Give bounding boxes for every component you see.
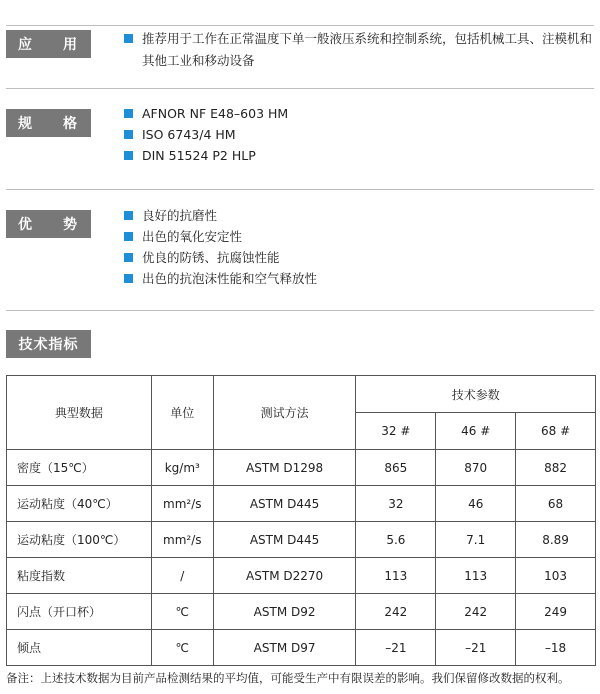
section-label-advantage: 优 势 [6, 210, 91, 238]
bullet-square-icon [124, 274, 133, 283]
bullet-square-icon [124, 253, 133, 262]
bullet-square-icon [124, 232, 133, 241]
top-rule [6, 25, 594, 26]
header-grade-32: 32 # [356, 413, 436, 450]
table-row: 倾点 ℃ ASTM D97 –21 –21 –18 [7, 630, 596, 666]
list-item: 良好的抗磨性 [124, 205, 594, 226]
header-grade-68: 68 # [516, 413, 596, 450]
table-row: 密度（15℃） kg/m³ ASTM D1298 865 870 882 [7, 450, 596, 486]
section-label-tech: 技术指标 [6, 330, 91, 358]
footnote: 备注：上述技术数据为目前产品检测结果的平均值，可能受生产中有限误差的影响。我们保留修改数据的权利。 [6, 671, 570, 685]
bullet-square-icon [124, 109, 133, 118]
table-row: 运动粘度（40℃） mm²/s ASTM D445 32 46 68 [7, 486, 596, 522]
section-label-application: 应 用 [6, 30, 91, 58]
application-list [124, 28, 594, 72]
bullet-square-icon [124, 211, 133, 220]
table-row: 粘度指数 / ASTM D2270 113 113 103 [7, 558, 596, 594]
header-tech-params: 技术参数 [356, 376, 596, 413]
specification-list [124, 103, 594, 166]
divider [6, 189, 594, 190]
header-unit: 单位 [151, 376, 213, 450]
list-item: AFNOR NF E48–603 HM [124, 103, 594, 124]
list-item: 出色的氧化安定性 [124, 226, 594, 247]
divider [6, 310, 594, 311]
table-row: 运动粘度（100℃） mm²/s ASTM D445 5.6 7.1 8.89 [7, 522, 596, 558]
bullet-square-icon [124, 151, 133, 160]
divider [6, 88, 594, 89]
tech-table [6, 375, 596, 666]
header-grade-46: 46 # [436, 413, 516, 450]
table-row: 闪点（开口杯） ℃ ASTM D92 242 242 249 [7, 594, 596, 630]
advantage-list [124, 205, 594, 289]
bullet-square-icon [124, 34, 133, 43]
list-item: 出色的抗泡沫性能和空气释放性 [124, 268, 594, 289]
list-item: 优良的防锈、抗腐蚀性能 [124, 247, 594, 268]
list-item: 推荐用于工作在正常温度下单一般液压系统和控制系统，包括机械工具、注模机和其他工业和移动设备 [124, 28, 594, 72]
bullet-square-icon [124, 130, 133, 139]
list-item: ISO 6743/4 HM [124, 124, 594, 145]
header-typical-data: 典型数据 [7, 376, 152, 450]
header-test-method: 测试方法 [213, 376, 356, 450]
list-item: DIN 51524 P2 HLP [124, 145, 594, 166]
section-label-specification: 规 格 [6, 109, 91, 137]
